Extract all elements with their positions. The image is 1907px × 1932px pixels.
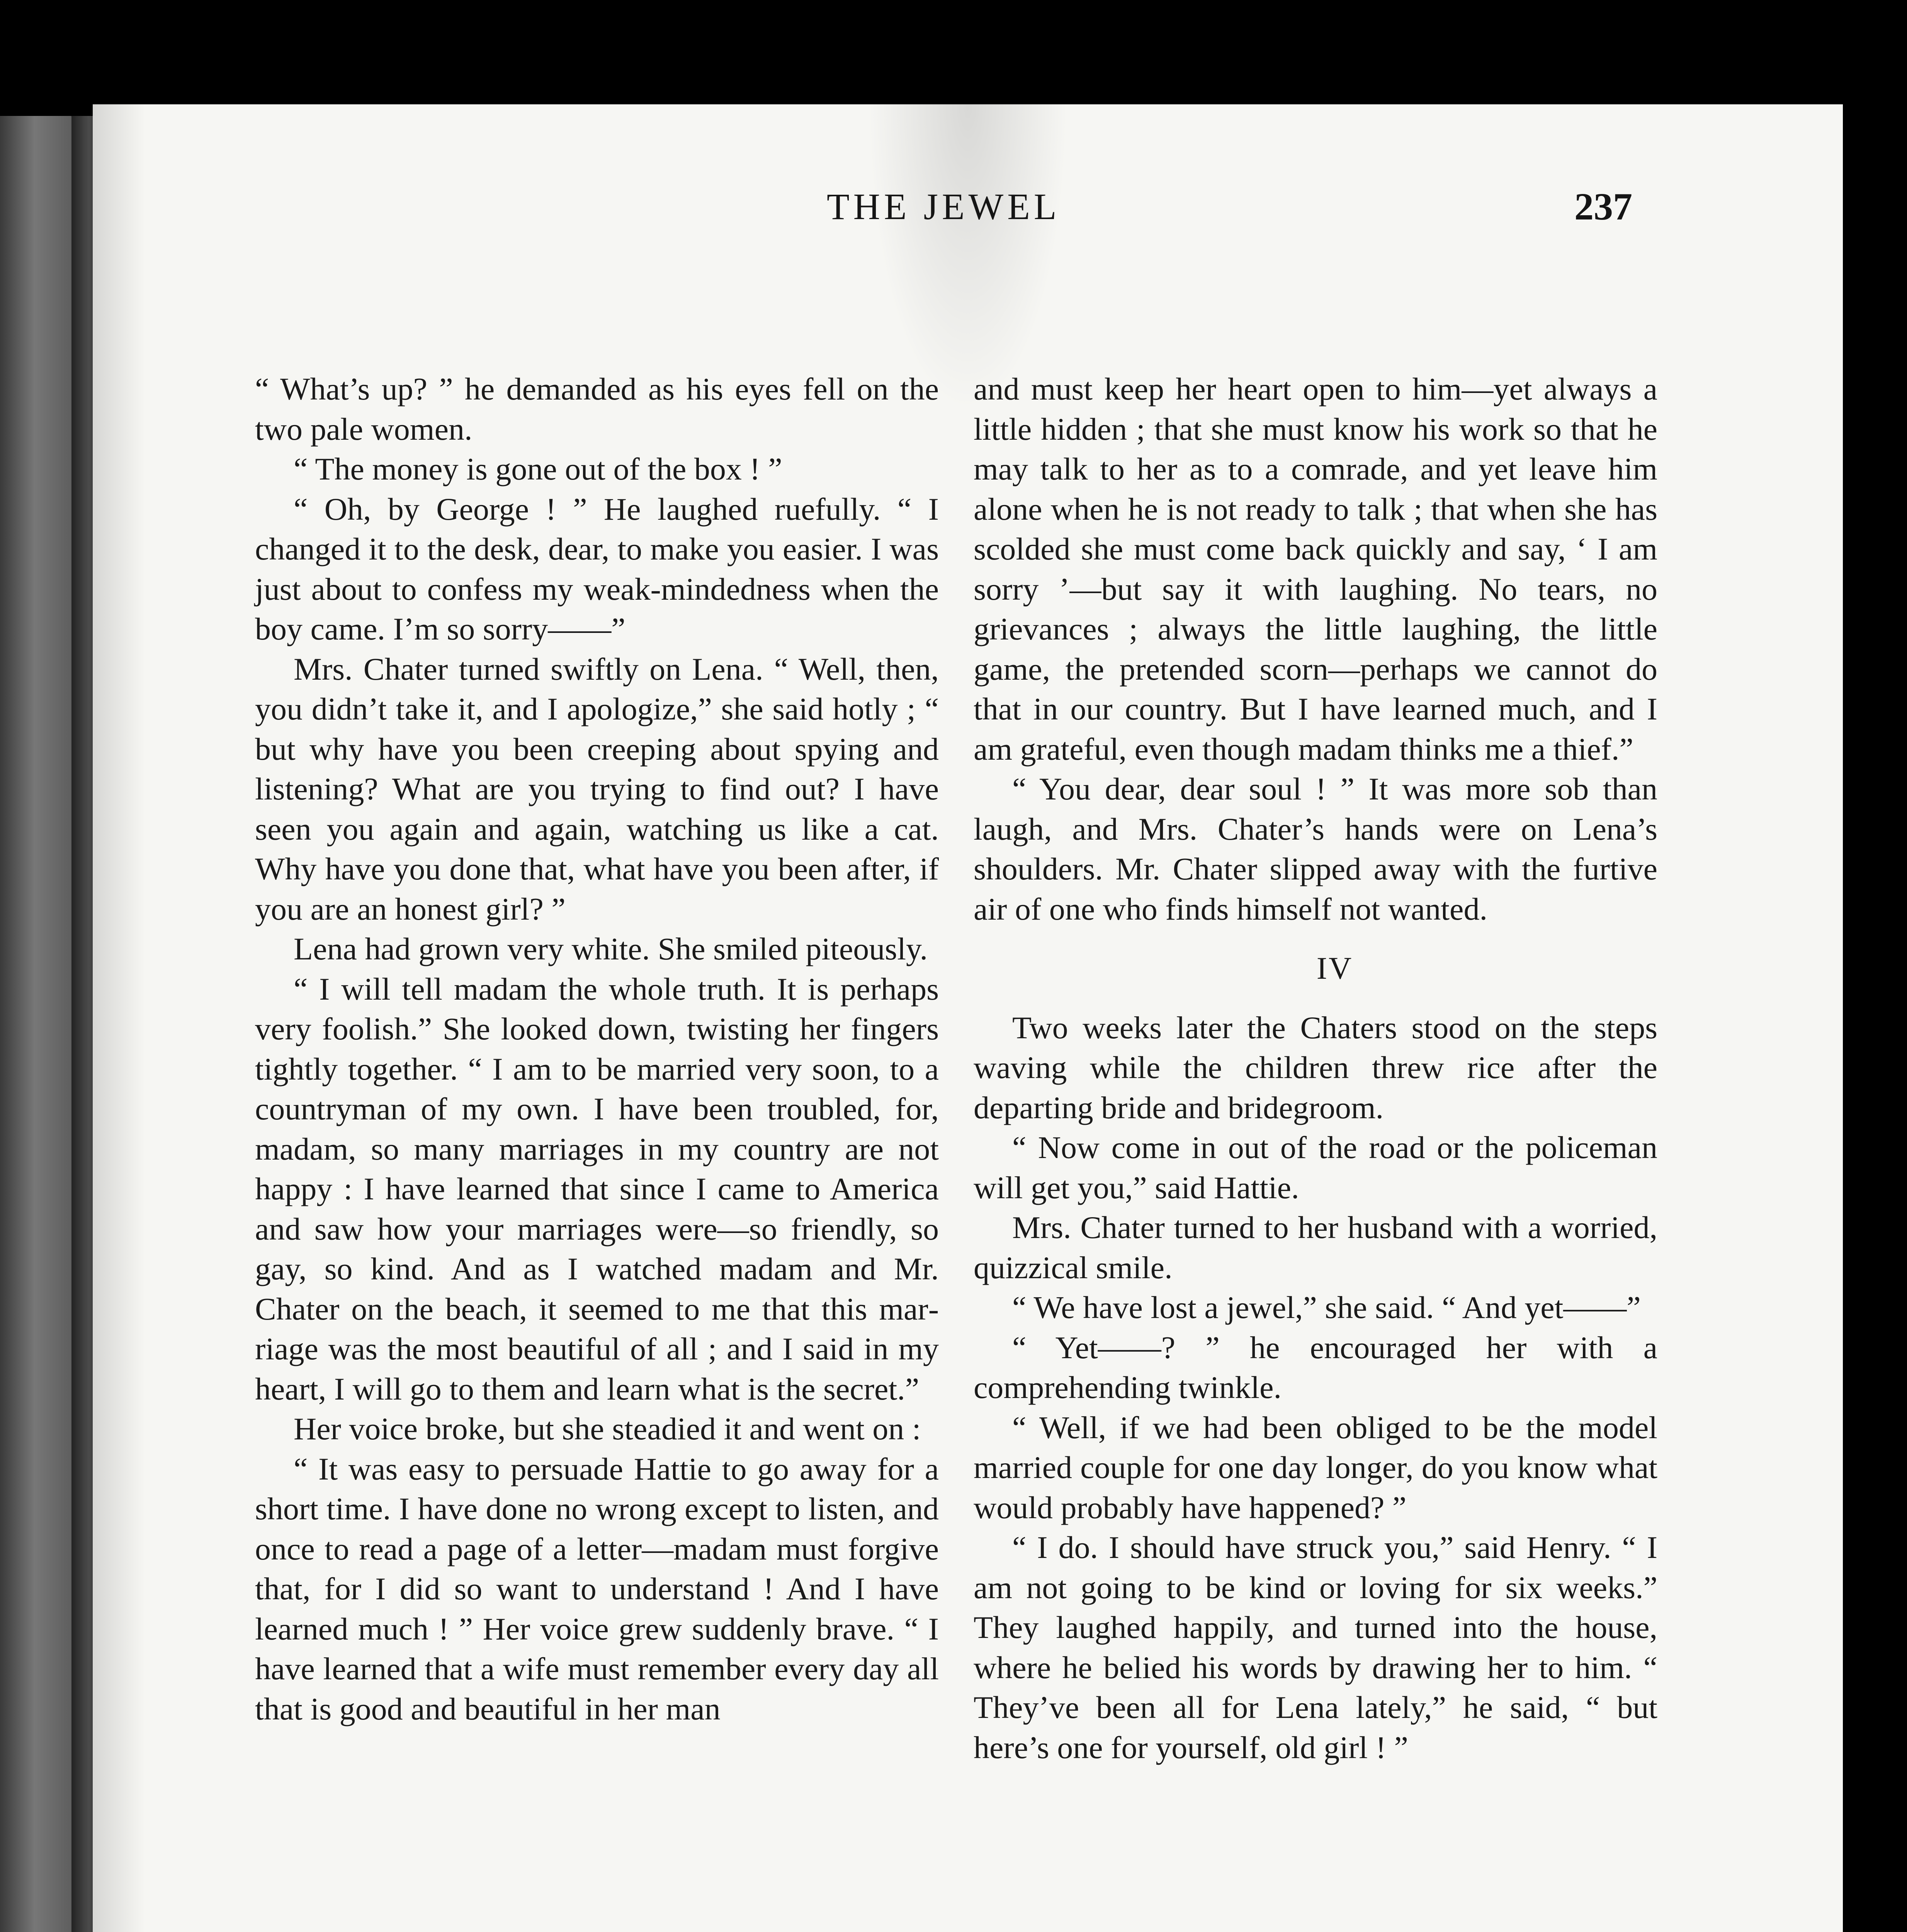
right-column xyxy=(974,369,1657,1767)
paragraph: Mrs. Chater turned swiftly on Lena. “ Well, then, you didn’t take it, and I apologize,” she said hotly ; “ but why have you been creeping about spying and listening? What are you trying to find out? I have seen you again and again, watching us like a cat. Why have you done that, what have you been after, if you are an honest girl? ” xyxy=(255,651,939,927)
previous-page-edge xyxy=(0,116,77,1932)
paragraph: “ I will tell madam the whole truth. It is perhaps very foolish.” She looked down, twisting her fingers tightly together. “ I am to be married very soon, to a countryman of my own. I have been troubled, for, madam, so many marriages in my country are not happy : I have learned that since I came to America and saw how your marriages were—so friendly, so gay, so kind. And as I watched madam and Mr. Chater on the beach, it seemed to me that this marriage was the most beautiful of all ; and I said in my heart, I will go to them and learn what is the secret.” xyxy=(255,971,939,1406)
paragraph: Two weeks later the Chaters stood on the steps waving while the children threw rice after the departing bride and bridegroom. xyxy=(974,1010,1657,1125)
section-spacer xyxy=(974,988,1657,1008)
section-spacer xyxy=(974,929,1657,948)
page-header xyxy=(0,180,1907,234)
page-number: 237 xyxy=(1574,185,1632,228)
section-heading: IV xyxy=(1316,951,1353,986)
paragraph: “ We have lost a jewel,” she said. “ And yet——” xyxy=(1012,1290,1641,1325)
paragraph: “ I do. I should have struck you,” said Henry. “ I am not going to be kind or loving for six weeks.” They laughed happily, and turned into the house, where he belied his words by drawing her to him. “ They’ve been all for Lena lately,” he said, “ but here’s one for yourself, old girl ! ” xyxy=(974,1530,1657,1765)
paragraph: Lena had grown very white. She smiled piteously. xyxy=(294,931,928,966)
paragraph: “ What’s up? ” he demanded as his eyes fell on the two pale women. xyxy=(255,371,939,447)
paragraph: Mrs. Chater turned to her husband with a worried, quizzical smile. xyxy=(974,1210,1657,1285)
paragraph: “ Oh, by George ! ” He laughed ruefully. “ I changed it to the desk, dear, to make you easier. I was just about to confess my weak-mindedness when the boy came. I’m so sorry——” xyxy=(255,491,939,646)
paragraph: “ Yet——? ” he encouraged her with a comprehending twinkle. xyxy=(974,1330,1657,1405)
paragraph: “ Well, if we had been obliged to be the model married couple for one day longer, do you know what would probably have happened? ” xyxy=(974,1410,1657,1525)
paragraph: “ Now come in out of the road or the policeman will get you,” said Hattie. xyxy=(974,1130,1657,1205)
paragraph: “ It was easy to persuade Hattie to go away for a short time. I have done no wrong except to listen, and once to read a page of a letter—madam must forgive that, for I did so want to understand ! And I have learned much ! ” Her voice grew suddenly brave. “ I have learned that a wife must remember every day all that is good and beautiful in her man xyxy=(255,1451,939,1726)
paragraph: Her voice broke, but she steadied it and went on : xyxy=(294,1411,921,1446)
left-column xyxy=(255,369,939,1729)
paragraph: and must keep her heart open to him—yet always a little hidden ; that she must know his work so that he may talk to her as to a comrade, and yet leave him alone when he is not ready to talk ; that when she has scolded she must come back quickly and say, ‘ I am sorry ’—but say it with laughing. No tears, no grievances ; always the little laughing, the little game, the pretended scorn—perhaps we cannot do that in our country. But I have learned much, and I am grateful, even though madam thinks me a thief.” xyxy=(974,371,1657,767)
running-head: THE JEWEL xyxy=(827,186,1061,227)
paragraph: “ You dear, dear soul ! ” It was more sob than laugh, and Mrs. Chater’s hands were on Lena’s shoulders. Mr. Chater slipped away with the furtive air of one who finds himself not wanted. xyxy=(974,771,1657,927)
paragraph: “ The money is gone out of the box ! ” xyxy=(294,451,782,486)
